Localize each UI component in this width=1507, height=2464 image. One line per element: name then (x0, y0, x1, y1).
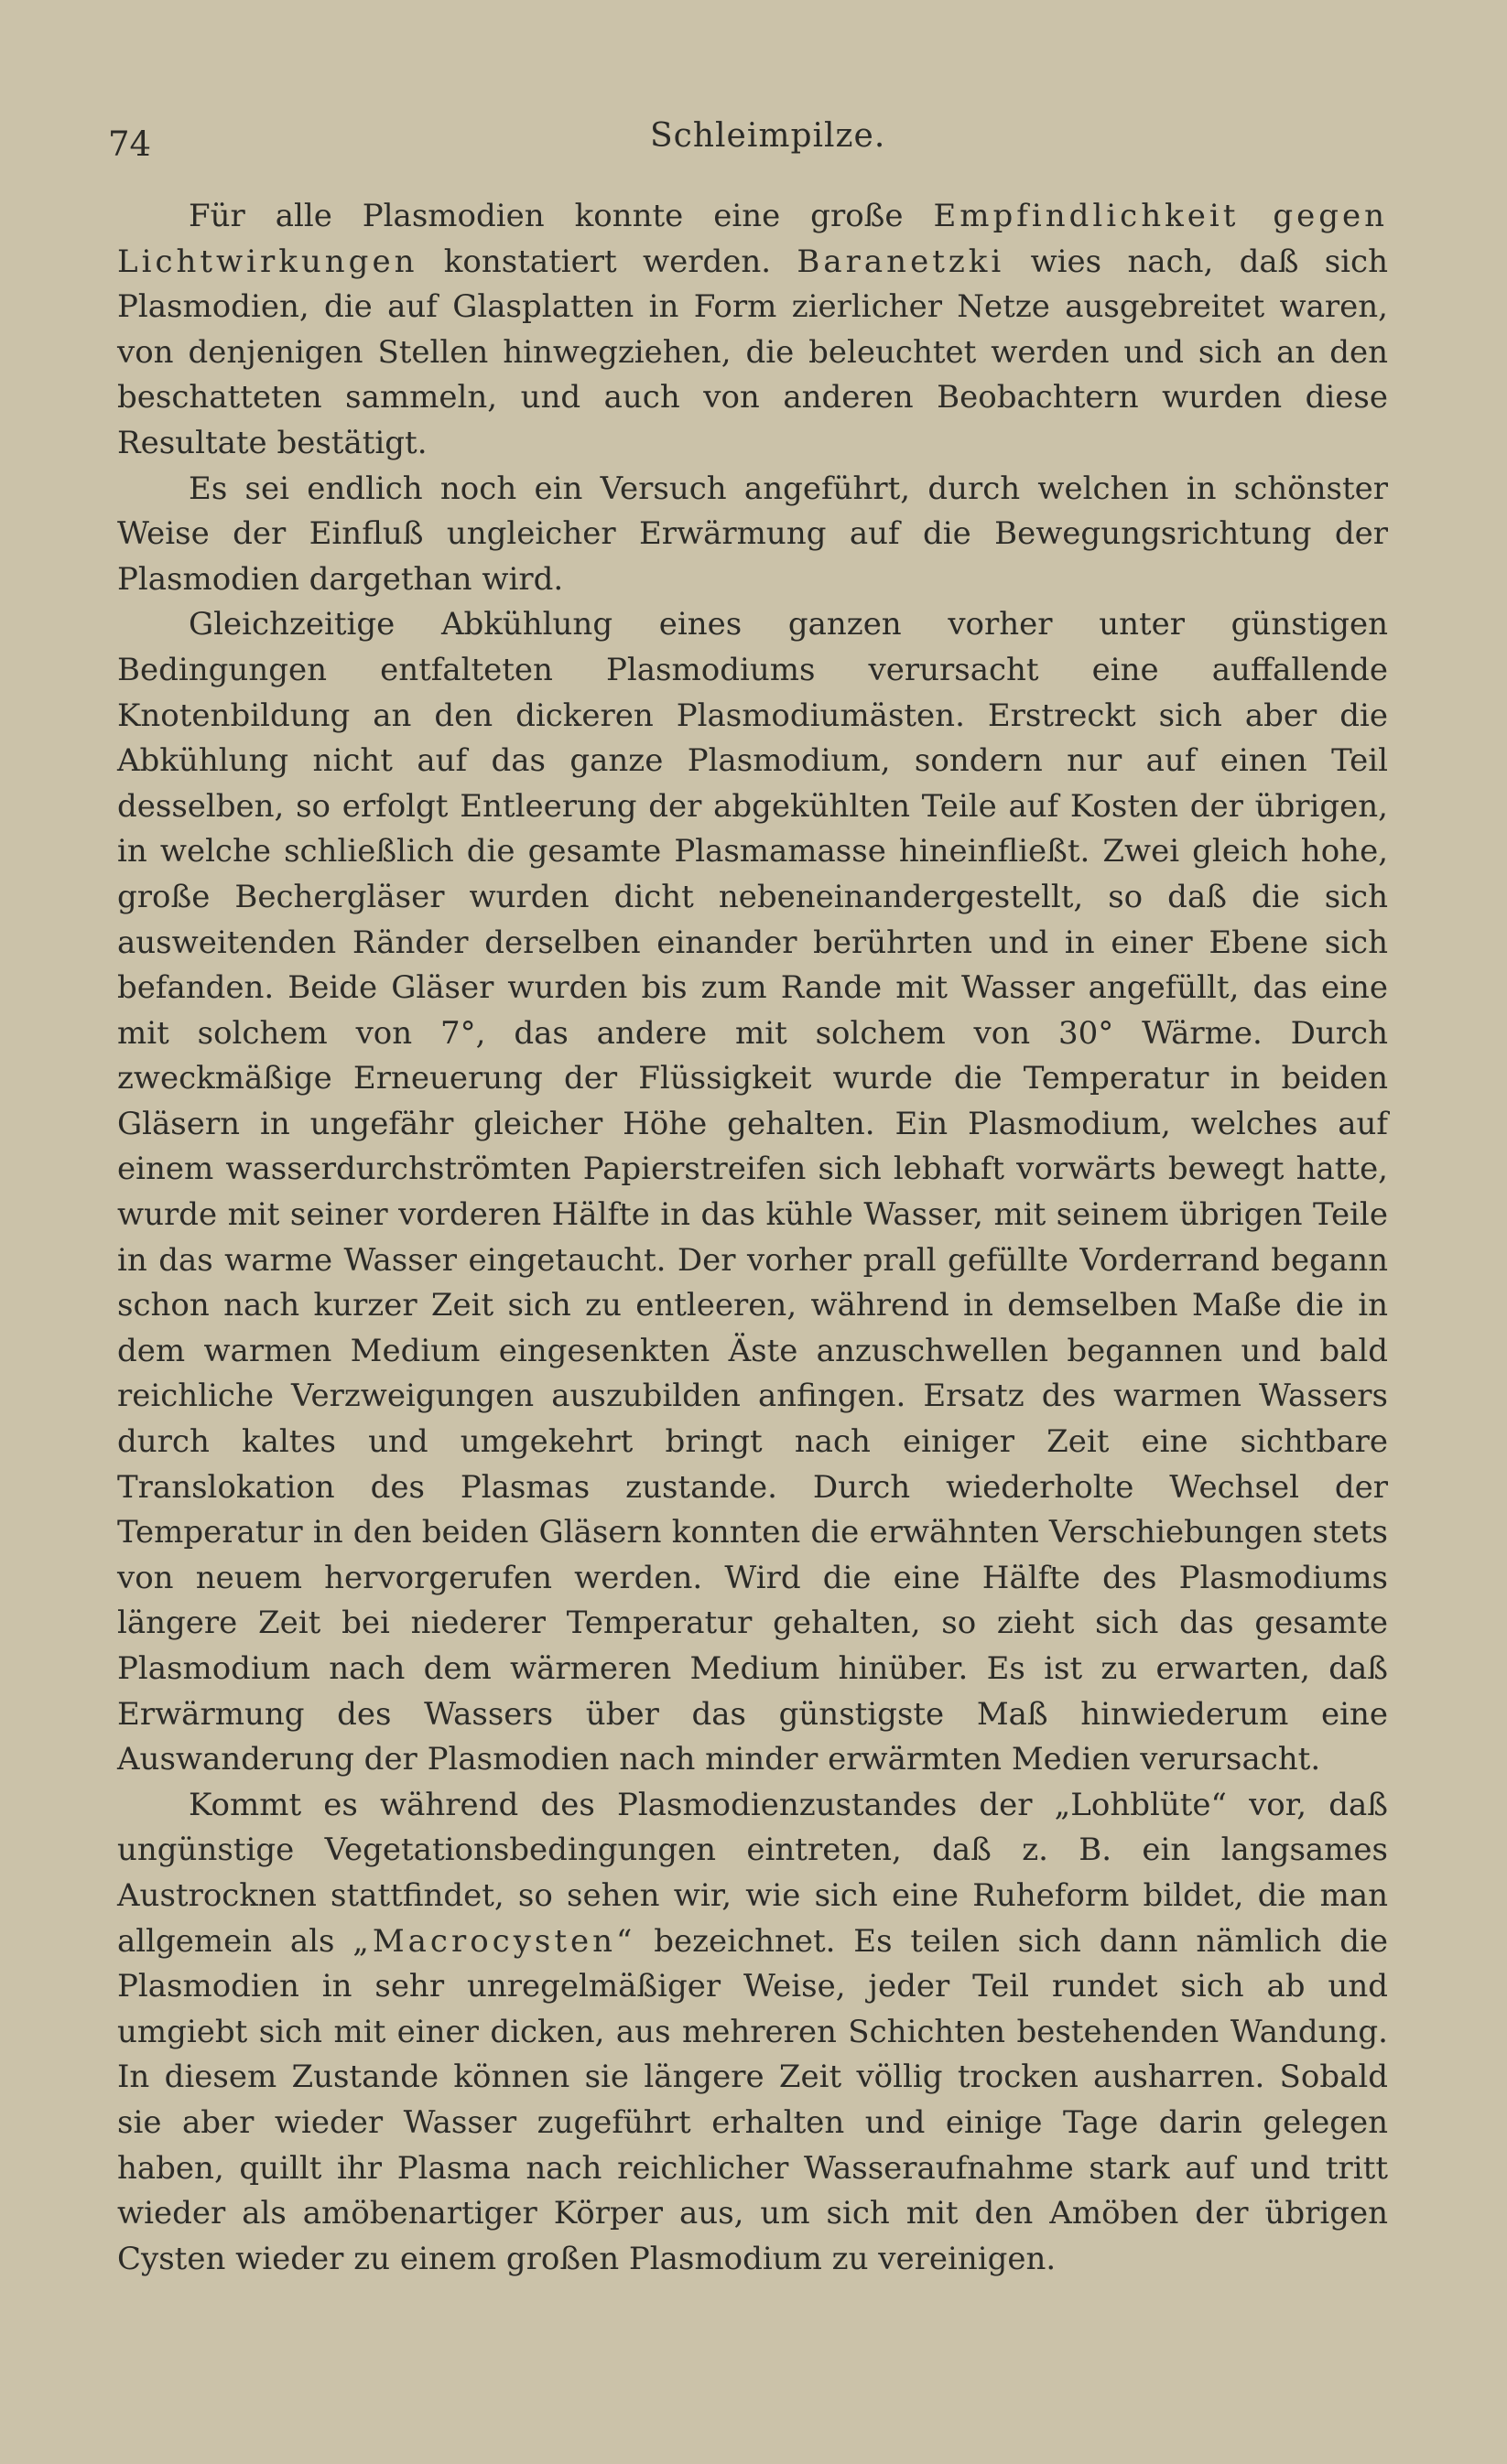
text-segment: Es sei endlich noch ein Versuch angeführt, durch welchen in schönster Weise der Einfluß ungleicher Erwärmung auf die Bewegungsrichtung der Plasmodien dargethan wird. (117, 470, 1388, 598)
paragraph-macrocysts (117, 1783, 1388, 2283)
text-segment: konstatiert werden. (417, 243, 797, 280)
paragraph-experiment-intro (117, 467, 1388, 603)
text-segment: Für alle Plasmodien konnte eine große (189, 198, 934, 234)
page-header (108, 117, 1390, 172)
emphasized-term: Empfindlichkeit gegen Lichtwirkungen (117, 198, 1388, 280)
paragraph-light-sensitivity (117, 194, 1388, 467)
text-segment: Kommt es während des Plasmodienzustandes der „Lohblüte“ vor, daß ungünstige Vegetationsbedingungen eintreten, daß z. B. ein langsames Austrocknen stattfindet, so sehen wir, wie sich eine Ruheform bildet, die man allgemein als (117, 1786, 1388, 1960)
page-number: 74 (108, 124, 152, 164)
text-segment: bezeichnet. Es teilen sich dann nämlich die Plasmodien in sehr unregelmäßiger Weise, jeder Teil rundet sich ab und umgiebt sich mit einer dicken, aus mehreren Schichten bestehenden Wandung. In diesem Zustande können sie längere Zeit völlig trocken ausharren. Sobald sie aber wieder Wasser zugeführt erhalten und einige Tage darin gelegen haben, quillt ihr Plasma nach reichlicher Wasseraufnahme stark auf und tritt wieder als amöbenartiger Körper aus, um sich mit den Amöben der übrigen Cysten wieder zu einem großen Plasmodium zu vereinigen. (117, 1922, 1388, 2277)
text-segment: wies nach, daß sich Plasmodien, die auf Glasplatten in Form zierlicher Netze ausgebreitet waren, von denjenigen Stellen hinwegziehen, die beleuchtet werden und sich an den beschatteten sammeln, und auch von anderen Beobachtern wurden diese Resultate bestätigt. (117, 243, 1388, 461)
paragraph-cooling-experiment (117, 602, 1388, 1782)
author-name: Baranetzki (797, 243, 1005, 280)
body-text (117, 194, 1388, 2282)
emphasized-term: „Macrocysten“ (352, 1922, 636, 1960)
running-title: Schleimpilze. (650, 117, 886, 155)
text-segment: Gleichzeitige Abkühlung eines ganzen vorher unter günstigen Bedingungen entfalteten Plasmodiums verursacht eine auffallende Knotenbildung an den dickeren Plasmodiumästen. Erstreckt sich aber die Abkühlung nicht auf das ganze Plasmodium, sondern nur auf einen Teil desselben, so erfolgt Entleerung der abgekühlten Teile auf Kosten der übrigen, in welche schließlich die gesamte Plasmamasse hineinfließt. Zwei gleich hohe, große Bechergläser wurden dicht nebeneinandergestellt, so daß die sich ausweitenden Ränder derselben einander berührten und in einer Ebene sich befanden. Beide Gläser wurden bis zum Rande mit Wasser angefüllt, das eine mit solchem von 7°, das andere mit solchem von 30° Wärme. Durch zweckmäßige Erneuerung der Flüssigkeit wurde die Temperatur in beiden Gläsern in ungefähr gleicher Höhe gehalten. Ein Plasmodium, welches auf einem wasserdurchströmten Papierstreifen sich lebhaft vorwärts bewegt hatte, wurde mit seiner vorderen Hälfte in das kühle Wasser, mit seinem übrigen Teile in das warme Wasser eingetaucht. Der vorher prall gefüllte Vorderrand begann schon nach kurzer Zeit sich zu entleeren, während in demselben Maße die in dem warmen Medium eingesenkten Äste anzuschwellen begannen und bald reichliche Verzweigungen auszubilden anfingen. Ersatz des warmen Wassers durch kaltes und umgekehrt bringt nach einiger Zeit eine sichtbare Translokation des Plasmas zustande. Durch wiederholte Wechsel der Temperatur in den beiden Gläsern konnten die erwähnten Verschiebungen stets von neuem hervorgerufen werden. Wird die eine Hälfte des Plasmodiums längere Zeit bei niederer Temperatur gehalten, so zieht sich das gesamte Plasmodium nach dem wärmeren Medium hinüber. Es ist zu erwarten, daß Erwärmung des Wassers über das günstigste Maß hinwiederum eine Auswanderung der Plasmodien nach minder erwärmten Medien verursacht. (117, 606, 1388, 1778)
